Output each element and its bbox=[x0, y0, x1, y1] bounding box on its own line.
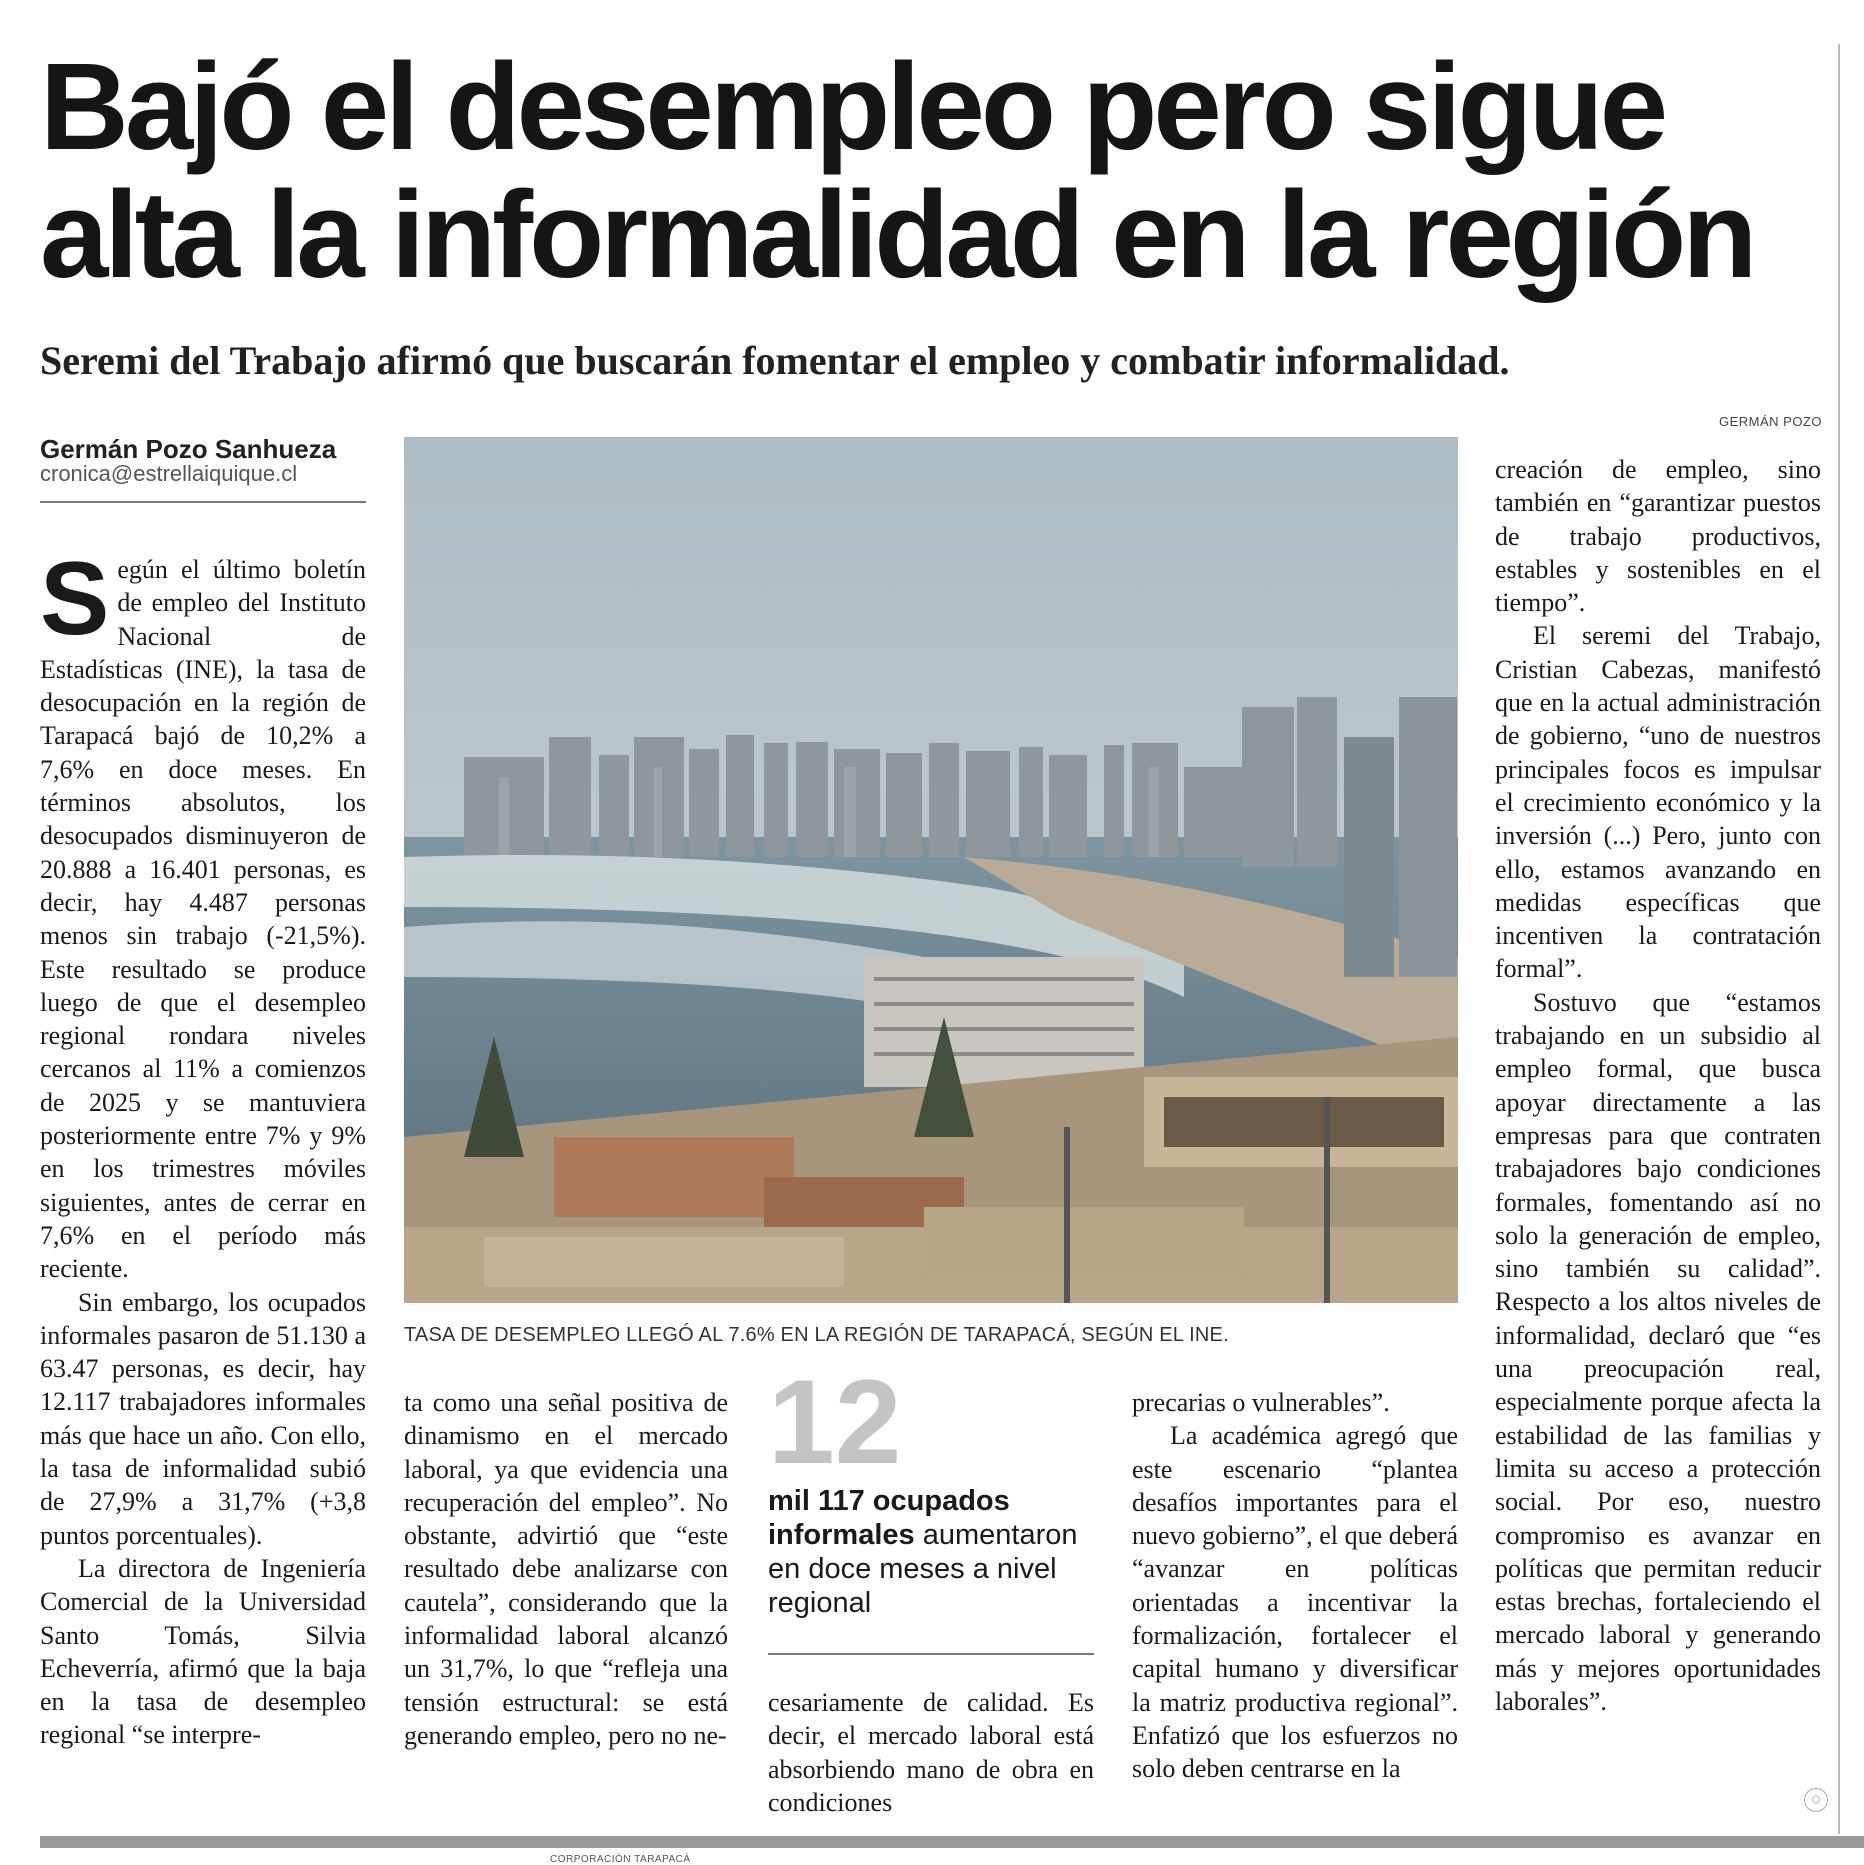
headline-line-1: Bajó el desempleo pero sigue bbox=[40, 39, 1665, 176]
iquique-coastline-photo bbox=[404, 437, 1458, 1303]
article-column-1 bbox=[40, 541, 366, 1752]
headline-line-2: alta la informalidad en la región bbox=[40, 167, 1754, 304]
subheadline: Seremi del Trabajo afirmó que buscarán fomentar el empleo y combatir informalidad. bbox=[40, 338, 1510, 383]
photo-caption: TASA DE DESEMPLEO LLEGÓ AL 7.6% EN LA REGIÓN DE TARAPACÁ, SEGÚN EL INE. bbox=[404, 1324, 1229, 1346]
col1-paragraph-1: Según el último boletín de empleo del Instituto Nacional de Estadísticas (INE), la tasa de desocupación en la región de Tarapacá bajó de 10,2% a 7,6% en doce meses. En términos absolutos, los desocupados disminuyeron de 20.888 a 16.401 personas, es decir, hay 4.487 personas menos sin trabajo (-21,5%). Este resultado se produce luego de que el desempleo regional rondara niveles cercanos al 11% a comienzos de 2025 y se mantuviera posteriormente entre 7% y 9% en los trimestres móviles siguientes, antes de cerrar en 7,6% en el período más reciente. bbox=[40, 541, 366, 1284]
byline-email[interactable]: cronica@estrellaiquique.cl bbox=[40, 461, 298, 486]
factbox-body-text: aumentaron en doce meses a nivel regional bbox=[768, 1519, 1078, 1619]
col3-paragraph-1: cesariamente de calidad. Es decir, el mercado laboral está absorbiendo mano de obra en condiciones bbox=[768, 1688, 1094, 1817]
star-circle-icon: ✩ bbox=[1804, 1788, 1828, 1812]
byline-author: Germán Pozo Sanhueza bbox=[40, 434, 337, 464]
col5-paragraph-2: El seremi del Trabajo, Cristian Cabezas, manifestó que en la actual administración de gobierno, “uno de nuestros principales focos es impulsar el crecimiento económico y la inversión (...) Pero, junto con ello, estamos avanzando en medidas específicas que incentiven la contratación formal”. bbox=[1495, 621, 1821, 984]
col5-paragraph-3: Sostuvo que “estamos trabajando en un subsidio al empleo formal, que busca apoyar directamente a las empresas para que contraten trabajadores bajo condiciones formales, fomentando así no solo la generación de empleo, sino también su calidad”. Respecto a los altos niveles de informalidad, declaró que “es una preocupación real, especialmente porque afecta la estabilidad de las familias y limita su acceso a protección social. Por eso, nuestro compromiso es avanzar en políticas que permitan reducir estas brechas, fortaleciendo el mercado laboral y generando más y mejores oportunidades laborales”. bbox=[1495, 987, 1821, 1716]
col2-paragraph-1: ta como una señal positiva de dinamismo en el mercado laboral, ya que evidencia una recuperación del empleo”. No obstante, advirtió que “este resultado debe analizarse con cautela”, considerando que la informalidad laboral alcanzó un 31,7%, lo que “refleja una tensión estructural: se está generando empleo, pero no ne- bbox=[404, 1388, 728, 1750]
col5-paragraph-1: creación de empleo, sino también en “garantizar puestos de trabajo productivos, estables y sostenibles en el tiempo”. bbox=[1495, 455, 1821, 618]
col4-paragraph-1: precarias o vulnerables”. bbox=[1132, 1388, 1390, 1417]
article-column-4 bbox=[1132, 1386, 1458, 1786]
page-footer-text: CORPORACIÓN TARAPACÁ bbox=[550, 1854, 691, 1865]
headline bbox=[40, 39, 1820, 304]
col4-paragraph-2: La académica agregó que este escenario “plantea desafíos importantes para el nuevo gobierno”, el que deberá “avanzar en políticas orientadas a incentivar la formalización, fortalecer el capital humano y diversificar la matriz productiva regional”. Enfatizó que los esfuerzos no solo deben centrarse en la bbox=[1132, 1421, 1458, 1784]
drop-cap: S bbox=[40, 541, 110, 657]
factbox-number: 12 bbox=[768, 1355, 902, 1489]
page-footer-bar bbox=[40, 1836, 1864, 1848]
article-photo bbox=[404, 437, 1458, 1303]
col1-paragraph-2: Sin embargo, los ocupados informales pasaron de 51.130 a 63.47 personas, es decir, hay 12.117 trabajadores informales más que hace un año. Con ello, la tasa de informalidad subió de 27,9% a 31,7% (+3,8 puntos porcentuales). bbox=[40, 1287, 366, 1550]
factbox-bold-text: mil 117 ocupados informales bbox=[768, 1485, 1010, 1551]
col1-paragraph-3: La directora de Ingeniería Comercial de la Universidad Santo Tomás, Silvia Echeverría, afirmó que la baja en la tasa de desempleo regional “se interpre- bbox=[40, 1553, 366, 1750]
page-edge-rule bbox=[1838, 44, 1840, 1834]
factbox-divider bbox=[768, 1653, 1094, 1655]
byline-divider bbox=[40, 501, 366, 503]
factbox-text bbox=[768, 1484, 1098, 1620]
article-column-2 bbox=[404, 1386, 728, 1752]
article-column-3 bbox=[768, 1686, 1094, 1819]
photo-credit: GERMÁN POZO bbox=[1718, 414, 1822, 429]
article-column-5 bbox=[1495, 453, 1821, 1718]
